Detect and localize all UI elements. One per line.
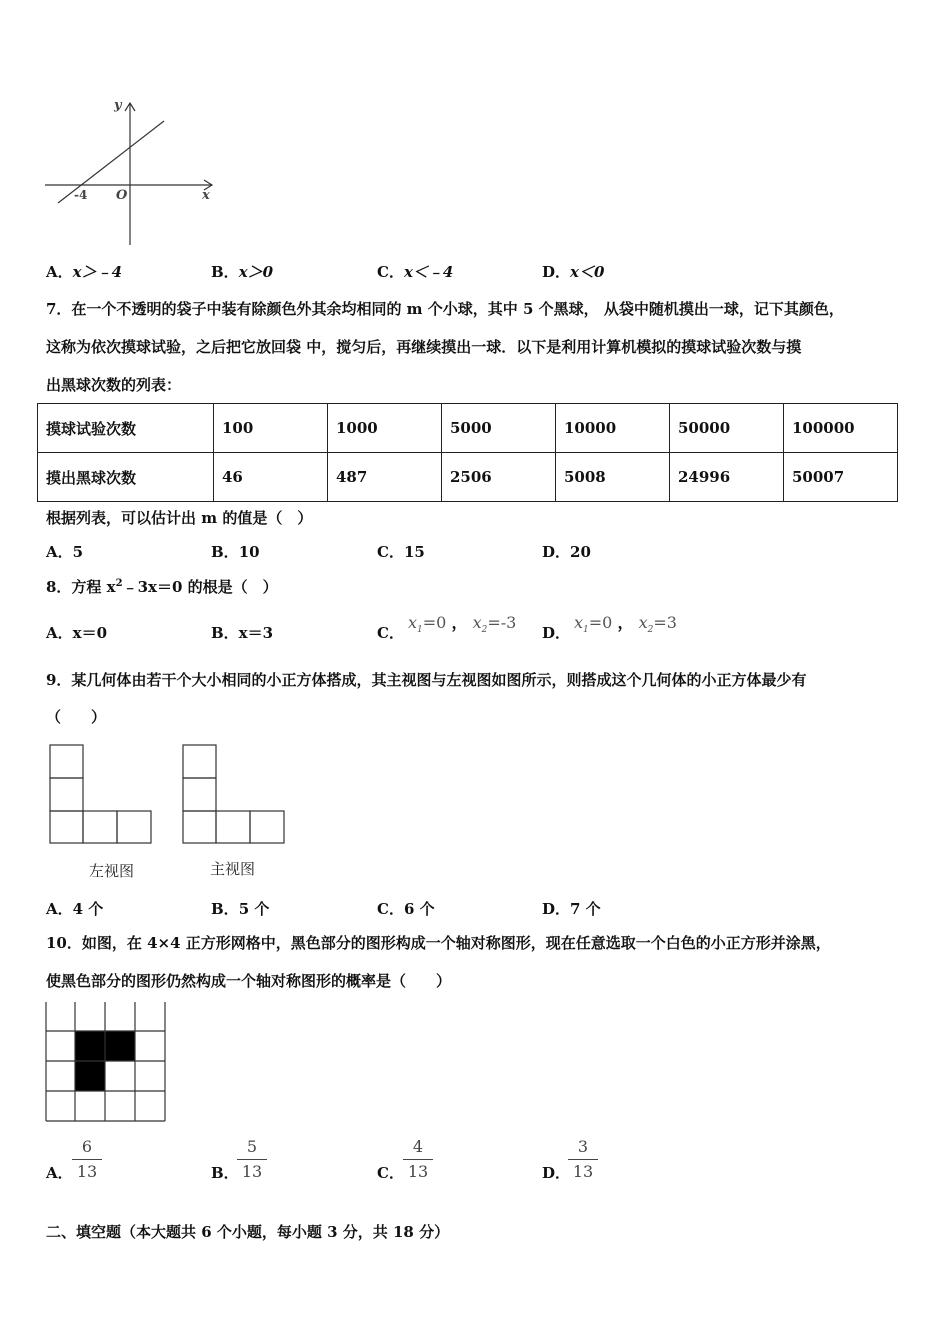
q10-option-d-letter[interactable]: D．	[542, 1164, 571, 1182]
q10-option-c-letter[interactable]: C．	[377, 1164, 404, 1182]
table-cell: 50007	[784, 453, 898, 502]
q8-option-a[interactable]: A．x＝0	[46, 624, 108, 642]
q10-option-a-letter[interactable]: A．	[46, 1164, 73, 1182]
table-cell: 1000	[328, 404, 442, 453]
table-cell: 46	[214, 453, 328, 502]
q7-option-d[interactable]: D．20	[542, 543, 591, 561]
graph-y-label: y	[114, 98, 122, 113]
left-view-caption: 左视图	[89, 862, 135, 880]
q7-option-b[interactable]: B．10	[211, 543, 260, 561]
q10-option-d-fraction: 3 13	[568, 1137, 598, 1182]
q8-option-c[interactable]: C．	[377, 624, 404, 642]
table-cell: 100	[214, 404, 328, 453]
section-2-heading: 二、填空题（本大题共 6 个小题，每小题 3 分，共 18 分）	[46, 1223, 450, 1241]
q6-option-a[interactable]: A．x＞﹣4	[46, 263, 123, 281]
q7-option-a[interactable]: A．5	[46, 543, 84, 561]
table-cell: 5000	[442, 404, 556, 453]
q10-option-a-fraction: 6 13	[72, 1137, 102, 1182]
front-view-figure	[182, 744, 286, 844]
q6-option-d[interactable]: D．x＜0	[542, 263, 605, 281]
q8-option-c-formula: $x_1=0$ ， $x_2=-3$	[408, 613, 517, 636]
table-row	[38, 404, 898, 453]
table-cell: 100000	[784, 404, 898, 453]
q10-option-b-letter[interactable]: B．	[211, 1164, 239, 1182]
q8-stem: 8．方程 $x^2﹣3x=0$ 的根是（ ）	[46, 578, 278, 596]
table-cell: 50000	[670, 404, 784, 453]
linear-function-graph	[40, 95, 220, 250]
q9-option-d[interactable]: D．7 个	[542, 900, 601, 918]
table-cell: 2506	[442, 453, 556, 502]
graph-intercept-label: -4	[74, 188, 88, 202]
grid-4x4-figure	[45, 1001, 166, 1122]
q10-option-c-fraction: 4 13	[403, 1137, 433, 1182]
left-view-figure	[49, 744, 153, 844]
q9-stem-line2: （ ）	[46, 708, 107, 726]
q7-question: 根据列表，可以估计出 m 的值是（ ）	[46, 509, 313, 527]
q10-stem-line1: 10．如图，在 4×4 正方形网格中，黑色部分的图形构成一个轴对称图形，现在任意选取一个白色的小正方形并涂黑，	[46, 934, 831, 952]
q8-option-d[interactable]: D．	[542, 624, 571, 642]
table-row	[38, 453, 898, 502]
q9-option-b[interactable]: B．5 个	[211, 900, 270, 918]
graph-origin-label: O	[116, 188, 128, 203]
q7-option-c[interactable]: C．15	[377, 543, 425, 561]
table-cell: 10000	[556, 404, 670, 453]
q7-stem-line3: 出黑球次数的列表：	[46, 376, 182, 394]
graph-x-label: x	[202, 188, 210, 203]
table-cell: 487	[328, 453, 442, 502]
q6-option-b[interactable]: B．x＞0	[211, 263, 274, 281]
q9-option-a[interactable]: A．4 个	[46, 900, 104, 918]
q8-option-d-formula: $x_1=0$ ， $x_2=3$	[574, 613, 677, 636]
table-cell: 5008	[556, 453, 670, 502]
q10-option-b-fraction: 5 13	[237, 1137, 267, 1182]
q7-stem-line1: 7．在一个不透明的袋子中装有除颜色外其余均相同的 m 个小球，其中 5 个黑球， 从袋中随机摸出一球，记下其颜色，	[46, 300, 844, 318]
table-cell: 摸出黑球次数	[38, 453, 214, 502]
q8-option-b[interactable]: B．x＝3	[211, 624, 274, 642]
q9-stem-line1: 9．某几何体由若干个大小相同的小正方体搭成，其主视图与左视图如图所示，则搭成这个几何体的小正方体最少有	[46, 671, 807, 689]
table-cell: 24996	[670, 453, 784, 502]
table-cell: 摸球试验次数	[38, 404, 214, 453]
q7-stem-line2: 这称为依次摸球试验，之后把它放回袋 中，搅匀后，再继续摸出一球．以下是利用计算机模拟的摸球试验次数与摸	[46, 338, 802, 356]
q7-data-table	[37, 403, 898, 502]
q9-option-c[interactable]: C．6 个	[377, 900, 435, 918]
q6-option-c[interactable]: C．x＜﹣4	[377, 263, 454, 281]
q10-stem-line2: 使黑色部分的图形仍然构成一个轴对称图形的概率是（ ）	[46, 972, 452, 990]
front-view-caption: 主视图	[210, 860, 256, 878]
